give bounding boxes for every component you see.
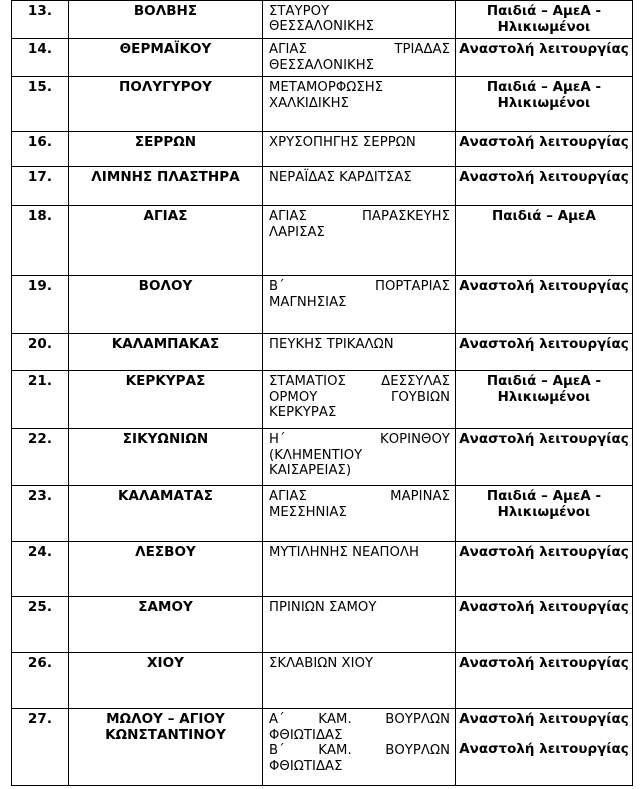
table-row: [12, 167, 633, 206]
status-text: [456, 276, 632, 298]
cell-municipality-name: [69, 334, 263, 371]
location-line: ΟΡΜΟΥ ΓΟΥΒΙΩΝ: [269, 389, 450, 405]
location-line: ΘΕΣΣΑΛΟΝΙΚΗΣ: [269, 57, 375, 73]
location-text: [263, 39, 455, 76]
cell-row-index: [12, 1, 69, 39]
municipality-name-text: ΠΟΛΥΓΥΡΟΥ: [119, 79, 212, 96]
cell-municipality-name: [69, 167, 263, 206]
row-index-text: 25.: [27, 599, 53, 616]
municipality-name-text: ΚΑΛΑΜΠΑΚΑΣ: [111, 336, 220, 353]
status-badge: Αναστολή λειτουργίας: [459, 712, 629, 728]
status-badge: Αναστολή λειτουργίας: [459, 741, 629, 757]
cell-row-index: [12, 39, 69, 77]
facility-table: [11, 0, 633, 786]
cell-row-index: [12, 77, 69, 132]
cell-municipality-name: [69, 276, 263, 334]
location-line: ΜΕΤΑΜΟΡΦΩΣΗΣ: [269, 80, 384, 96]
location-line: ΑΓΙΑΣ ΤΡΙΑΔΑΣ: [269, 42, 450, 58]
row-index-text: 17.: [27, 169, 53, 186]
cell-location: [263, 597, 456, 653]
status-badge: Ηλικιωμένοι: [497, 95, 591, 111]
cell-location: [263, 542, 456, 597]
cell-row-index: [12, 542, 69, 597]
location-line: ΚΕΡΚΥΡΑΣ: [269, 405, 337, 421]
status-badge: Αναστολή λειτουργίας: [459, 432, 629, 448]
cell-row-index: [12, 653, 69, 709]
status-badge: Παιδιά – ΑμεΑ -: [486, 489, 602, 505]
status-badge: Αναστολή λειτουργίας: [459, 337, 629, 353]
municipality-name-text: ΜΩΛΟΥ – ΑΓΙΟΥ ΚΩΝΣΤΑΝΤΙΝΟΥ: [105, 711, 226, 743]
table-row: [12, 653, 633, 709]
row-index-text: 18.: [27, 208, 53, 225]
status-badge: Αναστολή λειτουργίας: [459, 135, 629, 151]
status-text: [456, 653, 632, 675]
cell-status: [456, 597, 633, 653]
cell-location: [263, 1, 456, 39]
table-row: [12, 371, 633, 429]
table-row: [12, 429, 633, 486]
cell-status: [456, 276, 633, 334]
location-line: ΜΑΓΝΗΣΙΑΣ: [269, 294, 347, 310]
cell-status: [456, 132, 633, 167]
municipality-name-text: ΧΙΟΥ: [147, 655, 184, 672]
cell-status: [456, 709, 633, 786]
status-text: [456, 429, 632, 451]
cell-location: [263, 653, 456, 709]
location-line: ΑΓΙΑΣ ΠΑΡΑΣΚΕΥΗΣ: [269, 209, 450, 225]
location-line: ΣΤΑΜΑΤΙΟΣ ΔΕΣΣΥΛΑΣ: [269, 374, 450, 390]
cell-municipality-name: [69, 39, 263, 77]
cell-status: [456, 206, 633, 276]
cell-status: [456, 542, 633, 597]
table-row: [12, 542, 633, 597]
row-index-text: 27.: [27, 711, 53, 728]
municipality-name-text: ΛΙΜΝΗΣ ΠΛΑΣΤΗΡΑ: [91, 169, 240, 186]
status-text: [456, 597, 632, 619]
location-line: Β΄ ΚΑΜ. ΒΟΥΡΛΩΝ: [269, 743, 450, 759]
location-line: ΑΓΙΑΣ ΜΑΡΙΝΑΣ: [269, 489, 450, 505]
municipality-name-text: ΣΕΡΡΩΝ: [134, 134, 197, 151]
cell-location: [263, 132, 456, 167]
cell-status: [456, 371, 633, 429]
location-line: ΘΕΣΣΑΛΟΝΙΚΗΣ: [269, 19, 375, 35]
row-index-text: 13.: [27, 3, 53, 19]
table-row: [12, 334, 633, 371]
location-line: ΣΤΑΥΡΟΥ: [269, 4, 330, 19]
status-badge: Παιδιά – ΑμεΑ -: [486, 374, 602, 390]
cell-location: [263, 39, 456, 77]
table-row: [12, 132, 633, 167]
municipality-name-text: ΘΕΡΜΑΪΚΟΥ: [119, 41, 212, 58]
cell-municipality-name: [69, 132, 263, 167]
location-line: ΜΕΣΣΗΝΙΑΣ: [269, 504, 347, 520]
cell-row-index: [12, 167, 69, 206]
status-badge: Αναστολή λειτουργίας: [459, 545, 629, 561]
location-line: ΧΑΛΚΙΔΙΚΗΣ: [269, 95, 349, 111]
status-badge: Ηλικιωμένοι: [497, 504, 591, 520]
status-badge: Παιδιά – ΑμεΑ -: [486, 4, 602, 19]
table-row: [12, 276, 633, 334]
location-line: ΧΡΥΣΟΠΗΓΗΣ ΣΕΡΡΩΝ: [269, 135, 416, 151]
status-text: [456, 542, 632, 564]
cell-location: [263, 429, 456, 486]
location-line: Α΄ ΚΑΜ. ΒΟΥΡΛΩΝ: [269, 712, 450, 728]
cell-row-index: [12, 276, 69, 334]
location-text: [263, 276, 455, 313]
cell-status: [456, 167, 633, 206]
location-line: ΦΘΙΩΤΙΔΑΣ: [269, 758, 343, 774]
location-text: [263, 429, 455, 481]
status-badge: Αναστολή λειτουργίας: [459, 170, 629, 186]
status-text: [456, 77, 632, 114]
location-line: (ΚΛΗΜΕΝΤΙΟΥ: [269, 447, 363, 463]
row-index-text: 24.: [27, 544, 53, 561]
location-text: [263, 206, 455, 243]
location-line: ΦΘΙΩΤΙΔΑΣ: [269, 727, 343, 743]
cell-row-index: [12, 597, 69, 653]
status-badge: Αναστολή λειτουργίας: [459, 42, 629, 58]
municipality-name-text: ΣΙΚΥΩΝΙΩΝ: [122, 431, 209, 448]
table-row: [12, 709, 633, 786]
location-line: ΠΕΥΚΗΣ ΤΡΙΚΑΛΩΝ: [269, 337, 394, 353]
cell-row-index: [12, 334, 69, 371]
status-badge: Αναστολή λειτουργίας: [459, 279, 629, 295]
location-line: ΠΡΙΝΙΩΝ ΣΑΜΟΥ: [269, 600, 377, 616]
status-badge: Ηλικιωμένοι: [497, 389, 591, 405]
cell-municipality-name: [69, 542, 263, 597]
cell-row-index: [12, 371, 69, 429]
municipality-name-text: ΚΑΛΑΜΑΤΑΣ: [117, 488, 214, 505]
status-text: [456, 1, 632, 38]
table-body: [12, 1, 633, 786]
municipality-name-text: ΣΑΜΟΥ: [138, 599, 193, 616]
cell-location: [263, 334, 456, 371]
cell-row-index: [12, 486, 69, 542]
municipality-name-text: ΛΕΣΒΟΥ: [135, 544, 196, 561]
status-badge: Ηλικιωμένοι: [497, 19, 591, 35]
cell-municipality-name: [69, 486, 263, 542]
cell-status: [456, 429, 633, 486]
cell-status: [456, 77, 633, 132]
location-line: ΛΑΡΙΣΑΣ: [269, 224, 325, 240]
table-row: [12, 77, 633, 132]
status-text: [456, 167, 632, 189]
cell-municipality-name: [69, 597, 263, 653]
row-index-text: 23.: [27, 488, 53, 505]
cell-status: [456, 1, 633, 39]
cell-row-index: [12, 206, 69, 276]
cell-location: [263, 709, 456, 786]
cell-location: [263, 276, 456, 334]
location-text: [263, 1, 455, 38]
location-text: [263, 77, 455, 114]
location-line: ΝΕΡΑΪΔΑΣ ΚΑΡΔΙΤΣΑΣ: [269, 170, 412, 186]
table-row: [12, 39, 633, 77]
municipality-name-text: ΑΓΙΑΣ: [143, 208, 188, 225]
cell-location: [263, 167, 456, 206]
municipality-name-text: ΒΟΛΟΥ: [138, 278, 193, 295]
status-text: [456, 132, 632, 154]
location-line: Η΄ ΚΟΡΙΝΘΟΥ: [269, 432, 450, 448]
status-badge: Αναστολή λειτουργίας: [459, 656, 629, 672]
location-line: ΜΥΤΙΛΗΝΗΣ ΝΕΑΠΟΛΗ: [269, 545, 419, 561]
status-text: [456, 486, 632, 523]
cell-location: [263, 371, 456, 429]
status-text: [456, 39, 632, 61]
cell-municipality-name: [69, 653, 263, 709]
table-row: [12, 206, 633, 276]
status-text: [456, 709, 632, 760]
cell-location: [263, 206, 456, 276]
cell-municipality-name: [69, 1, 263, 39]
cell-row-index: [12, 709, 69, 786]
location-text: [263, 709, 455, 777]
cell-location: [263, 486, 456, 542]
location-text: [263, 597, 455, 618]
location-line: ΚΑΙΣΑΡΕΙΑΣ): [269, 463, 352, 479]
location-text: [263, 371, 455, 423]
cell-row-index: [12, 429, 69, 486]
cell-status: [456, 39, 633, 77]
row-index-text: 16.: [27, 134, 53, 151]
row-index-text: 21.: [27, 373, 53, 390]
status-badge: Αναστολή λειτουργίας: [459, 600, 629, 616]
cell-municipality-name: [69, 429, 263, 486]
cell-status: [456, 334, 633, 371]
cell-municipality-name: [69, 709, 263, 786]
location-text: [263, 542, 455, 563]
row-index-text: 14.: [27, 41, 53, 58]
table-row: [12, 486, 633, 542]
cell-municipality-name: [69, 371, 263, 429]
location-text: [263, 653, 455, 674]
cell-location: [263, 77, 456, 132]
status-badge: Παιδιά – ΑμεΑ -: [486, 80, 602, 96]
municipality-name-text: ΒΟΛΒΗΣ: [133, 3, 198, 19]
row-index-text: 15.: [27, 79, 53, 96]
table-row: [12, 597, 633, 653]
location-line: ΣΚΛΑΒΙΩΝ ΧΙΟΥ: [269, 656, 374, 672]
location-line: Β΄ ΠΟΡΤΑΡΙΑΣ: [269, 279, 450, 295]
location-text: [263, 486, 455, 523]
cell-status: [456, 486, 633, 542]
row-index-text: 22.: [27, 431, 53, 448]
location-text: [263, 334, 455, 355]
table-row: [12, 1, 633, 39]
cell-row-index: [12, 132, 69, 167]
row-index-text: 20.: [27, 336, 53, 353]
row-index-text: 19.: [27, 278, 53, 295]
cell-status: [456, 653, 633, 709]
status-badge: Παιδιά – ΑμεΑ: [492, 209, 596, 225]
status-text: [456, 334, 632, 356]
municipality-name-text: ΚΕΡΚΥΡΑΣ: [125, 373, 206, 390]
cell-municipality-name: [69, 206, 263, 276]
status-text: [456, 206, 632, 228]
cell-municipality-name: [69, 77, 263, 132]
row-index-text: 26.: [27, 655, 53, 672]
location-text: [263, 132, 455, 153]
status-text: [456, 371, 632, 408]
location-text: [263, 167, 455, 188]
